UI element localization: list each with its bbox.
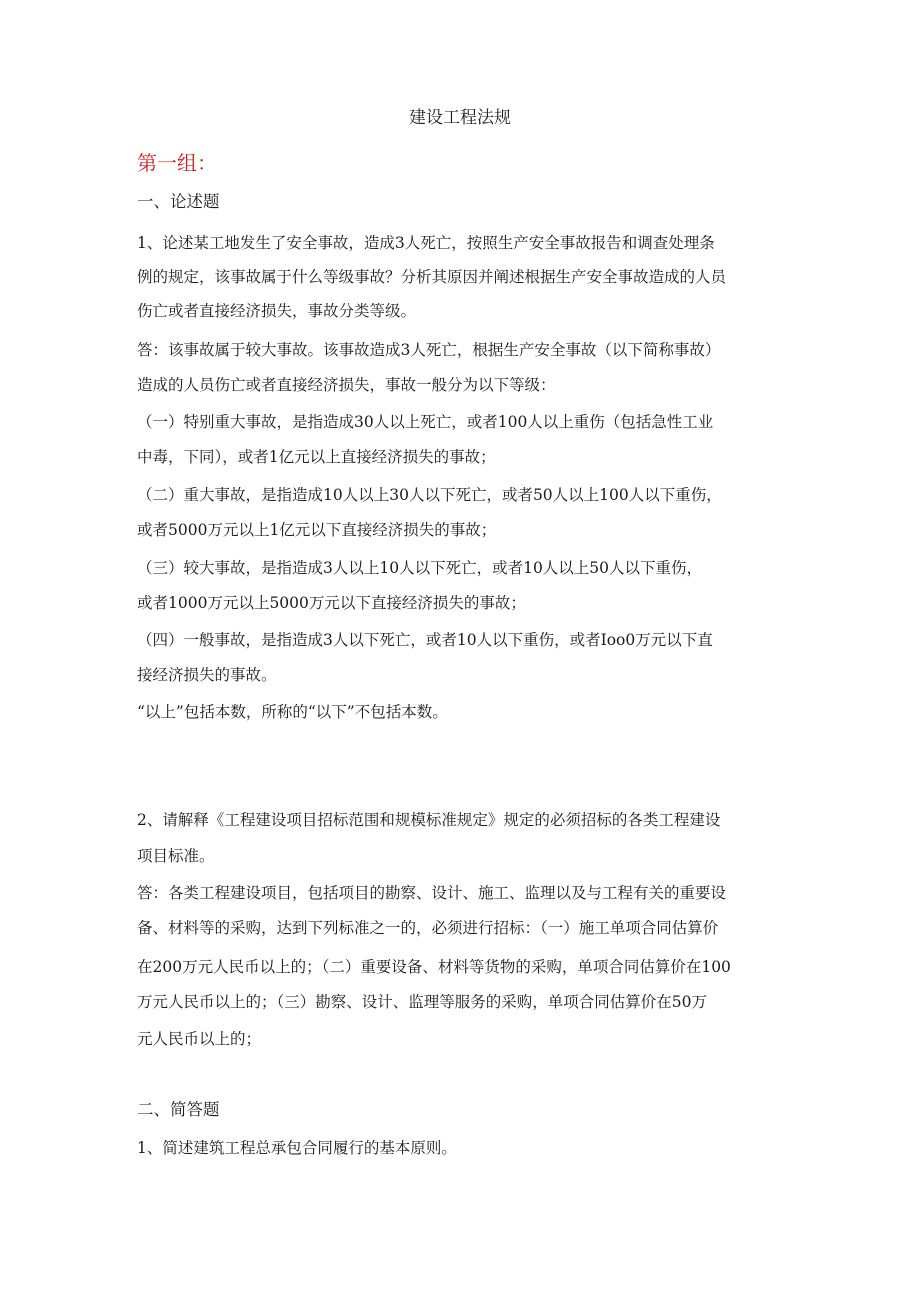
answer-1-line: 接经济损失的事故。 (137, 666, 277, 684)
document-title: 建设工程法规 (409, 108, 511, 128)
answer-2-line: 在200万元人民币以上的；（二）重要设备、材料等货物的采购，单项合同估算价在100 (137, 958, 731, 976)
answer-1-line: 或者1000万元以上5000万元以下直接经济损失的事故； (137, 594, 526, 612)
answer-1-line: “以上”包括本数，所称的“以下”不包括本数。 (137, 703, 448, 721)
question-1-line: 例的规定，该事故属于什么等级事故？分析其原因并阐述根据生产安全事故造成的人员 (137, 268, 727, 286)
section-heading-short-answer: 二、简答题 (137, 1100, 220, 1119)
answer-1-line: 或者5000万元以上1亿元以下直接经济损失的事故； (137, 521, 497, 539)
question-2-line: 2、请解释《工程建设项目招标范围和规模标准规定》规定的必须招标的各类工程建设 (137, 811, 721, 829)
answer-1-line: （三）较大事故，是指造成3人以上10人以下死亡，或者10人以上50人以下重伤， (137, 559, 703, 577)
answer-1-line: 造成的人员伤亡或者直接经济损失，事故一般分为以下等级： (137, 376, 556, 394)
question-2-line: 项目标准。 (137, 847, 215, 865)
answer-1-line: 中毒，下同），或者1亿元以上直接经济损失的事故； (137, 448, 496, 466)
question-1-line: 1、论述某工地发生了安全事故，造成3人死亡，按照生产安全事故报告和调查处理条 (137, 234, 715, 252)
answer-2-line: 元人民币以上的； (137, 1030, 262, 1048)
question-3-line: 1、简述建筑工程总承包合同履行的基本原则。 (137, 1139, 457, 1157)
answer-2-line: 答：各类工程建设项目，包括项目的勘察、设计、施工、监理以及与工程有关的重要设 (137, 884, 727, 902)
answer-1-line: （四）一般事故，是指造成3人以下死亡，或者10人以下重伤，或者Ioo0万元以下直 (137, 631, 713, 649)
answer-1-line: （一）特别重大事故，是指造成30人以上死亡，或者100人以上重伤（包括急性工业 (137, 413, 714, 431)
answer-2-line: 万元人民币以上的；（三）勘察、设计、监理等服务的采购，单项合同估算价在50万 (137, 993, 707, 1011)
answer-1-line: 答：该事故属于较大事故。该事故造成3人死亡，根据生产安全事故（以下简称事故） (137, 341, 721, 359)
answer-1-line: （二）重大事故，是指造成10人以上30人以下死亡，或者50人以上100人以下重伤， (137, 486, 722, 504)
group-label: 第一组： (137, 151, 217, 175)
answer-2-line: 备、材料等的采购，达到下列标准之一的，必须进行招标：（一）施工单项合同估算价 (137, 919, 719, 937)
section-heading-essay: 一、论述题 (137, 192, 220, 211)
question-1-line: 伤亡或者直接经济损失，事故分类等级。 (137, 302, 417, 320)
